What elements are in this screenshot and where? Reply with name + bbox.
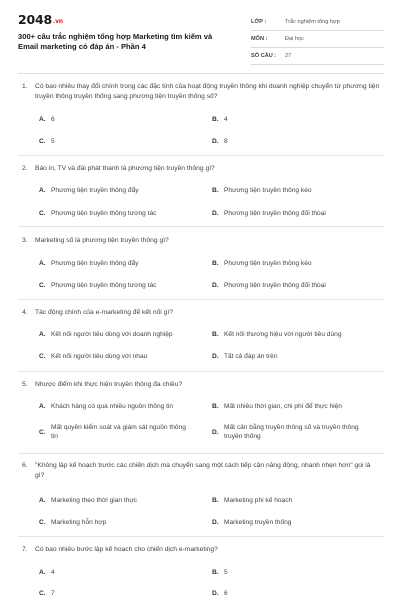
option-text: Kết nối người tiêu dùng với doanh nghiệp <box>51 331 173 338</box>
option-text: Phương tiện truyền thông đối thoại <box>224 210 326 217</box>
option-text: 8 <box>224 138 228 145</box>
meta-count-row <box>251 48 384 65</box>
question-text: "Không lập kế hoạch trước các chiến dịch mà chuyển sang một cách tiếp cận năng động, nhanh nhẹn hơn" gọi là gì? <box>35 462 371 479</box>
meta-class-row <box>251 14 384 31</box>
option-letter: C. <box>39 519 46 526</box>
question-separator <box>18 536 384 537</box>
option-text: Kết nối thương hiệu với người tiêu dùng <box>224 331 342 338</box>
option-letter: D. <box>212 519 219 526</box>
option-letter: D. <box>212 590 219 597</box>
option-letter: B. <box>212 187 219 194</box>
question-number: 7. <box>22 546 28 553</box>
option-letter: A. <box>39 187 46 194</box>
option-text: Kết nối người tiêu dùng với nhau <box>51 353 148 360</box>
option-text: Marketing truyền thống <box>224 519 292 526</box>
option-letter: D. <box>212 429 219 436</box>
option-text: 6 <box>224 590 228 597</box>
option-text: 4 <box>224 116 228 123</box>
option-letter: C. <box>39 138 46 145</box>
option-letter: C. <box>39 590 46 597</box>
question-text: Tác động chính của e-marketing để kết nối gì? <box>35 309 173 316</box>
question-number: 2. <box>22 165 28 172</box>
quiz-meta <box>251 14 384 65</box>
option-letter: A. <box>39 116 46 123</box>
option-letter: D. <box>212 210 219 217</box>
option-letter: A. <box>39 403 46 410</box>
option-letter: C. <box>39 353 46 360</box>
option-text: Phương tiện truyền thông đẩy <box>51 187 139 194</box>
option-letter: B. <box>212 331 219 338</box>
option-letter: A. <box>39 331 46 338</box>
option-letter: D. <box>212 353 219 360</box>
question-number: 3. <box>22 237 28 244</box>
meta-subject-label: MÔN : <box>251 36 268 42</box>
option-text: Phương tiện truyền thông đẩy <box>51 260 139 267</box>
page-header <box>18 10 384 68</box>
option-text: Phương tiện truyền thông tương tác <box>51 210 157 217</box>
site-logo[interactable] <box>18 12 63 27</box>
option-text: Marketing theo thời gian thực <box>51 497 138 504</box>
option-letter: B. <box>212 260 219 267</box>
option-text: Mất nhiều thời gian, chi phí để thực hiện <box>224 403 342 410</box>
option-text: Phương tiện truyền thông đối thoại <box>224 282 326 289</box>
logo-suffix: .vn <box>53 18 63 25</box>
page-title: 300+ câu trắc nghiệm tổng hợp Marketing tìm kiếm và Email marketing có đáp án - Phần 4 <box>18 32 213 51</box>
question-number: 5. <box>22 381 28 388</box>
meta-count-label: SỐ CÂU : <box>251 53 277 59</box>
option-text: 6 <box>51 116 55 123</box>
question-text: Có bao nhiêu thay đổi chính trong các đặc tính của hoạt động truyền thông khi doanh nghiệp chuyển từ phương tiện truyền thông truyền thống sang phương tiện truyền thông số? <box>35 83 380 100</box>
option-text: Khách hàng có quá nhiều nguồn thông tin <box>51 403 174 410</box>
option-letter: A. <box>39 497 46 504</box>
meta-subject-row <box>251 31 384 48</box>
question-separator <box>18 299 384 300</box>
option-letter: D. <box>212 138 219 145</box>
question-separator <box>18 226 384 227</box>
meta-count-value: 27 <box>285 53 292 59</box>
meta-class-value: Trắc nghiệm tổng hợp <box>285 19 340 25</box>
option-text: Tất cả đáp án trên <box>224 353 278 360</box>
option-text: Phương tiện truyền thông kéo <box>224 187 312 194</box>
option-letter: D. <box>212 282 219 289</box>
logo-text: 2048 <box>18 12 52 27</box>
option-letter: C. <box>39 210 46 217</box>
question-text: Marketing số là phương tiện truyền thông gì? <box>35 237 169 244</box>
option-text: Phương tiện truyền thông kéo <box>224 260 312 267</box>
option-letter: B. <box>212 116 219 123</box>
question-separator <box>18 371 384 372</box>
meta-class-label: LỚP : <box>251 19 267 25</box>
option-letter: B. <box>212 497 219 504</box>
option-text: 5 <box>51 138 55 145</box>
option-letter: A. <box>39 260 46 267</box>
option-text: Mất cân bằng truyền thông số và truyền thông truyền thống <box>224 424 359 440</box>
question-number: 6. <box>22 462 28 469</box>
question-text: Có bao nhiêu bước lập kế hoạch cho chiến dịch e-marketing? <box>35 546 218 553</box>
option-letter: B. <box>212 403 219 410</box>
meta-subject-value: Đại học <box>285 36 304 42</box>
question-separator <box>18 453 384 454</box>
question-separator <box>18 155 384 156</box>
option-text: Mất quyền kiểm soát và giám sát nguồn thông tin <box>51 424 186 440</box>
question-number: 4. <box>22 309 28 316</box>
option-letter: A. <box>39 569 46 576</box>
question-number: 1. <box>22 83 28 90</box>
option-text: Marketing phi kế hoạch <box>224 497 293 504</box>
question-text: Nhược điểm khi thực hiện truyền thông đa chiều? <box>35 381 183 388</box>
option-text: 5 <box>224 569 228 576</box>
option-text: Marketing hỗn hợp <box>51 519 107 526</box>
question-text: Báo in, TV và đài phát thanh là phương tiện truyền thông gì? <box>35 165 215 172</box>
option-text: 4 <box>51 569 55 576</box>
header-divider <box>18 73 384 74</box>
option-text: 7 <box>51 590 55 597</box>
option-letter: C. <box>39 429 46 436</box>
option-letter: C. <box>39 282 46 289</box>
option-letter: B. <box>212 569 219 576</box>
option-text: Phương tiện truyền thông tương tác <box>51 282 157 289</box>
